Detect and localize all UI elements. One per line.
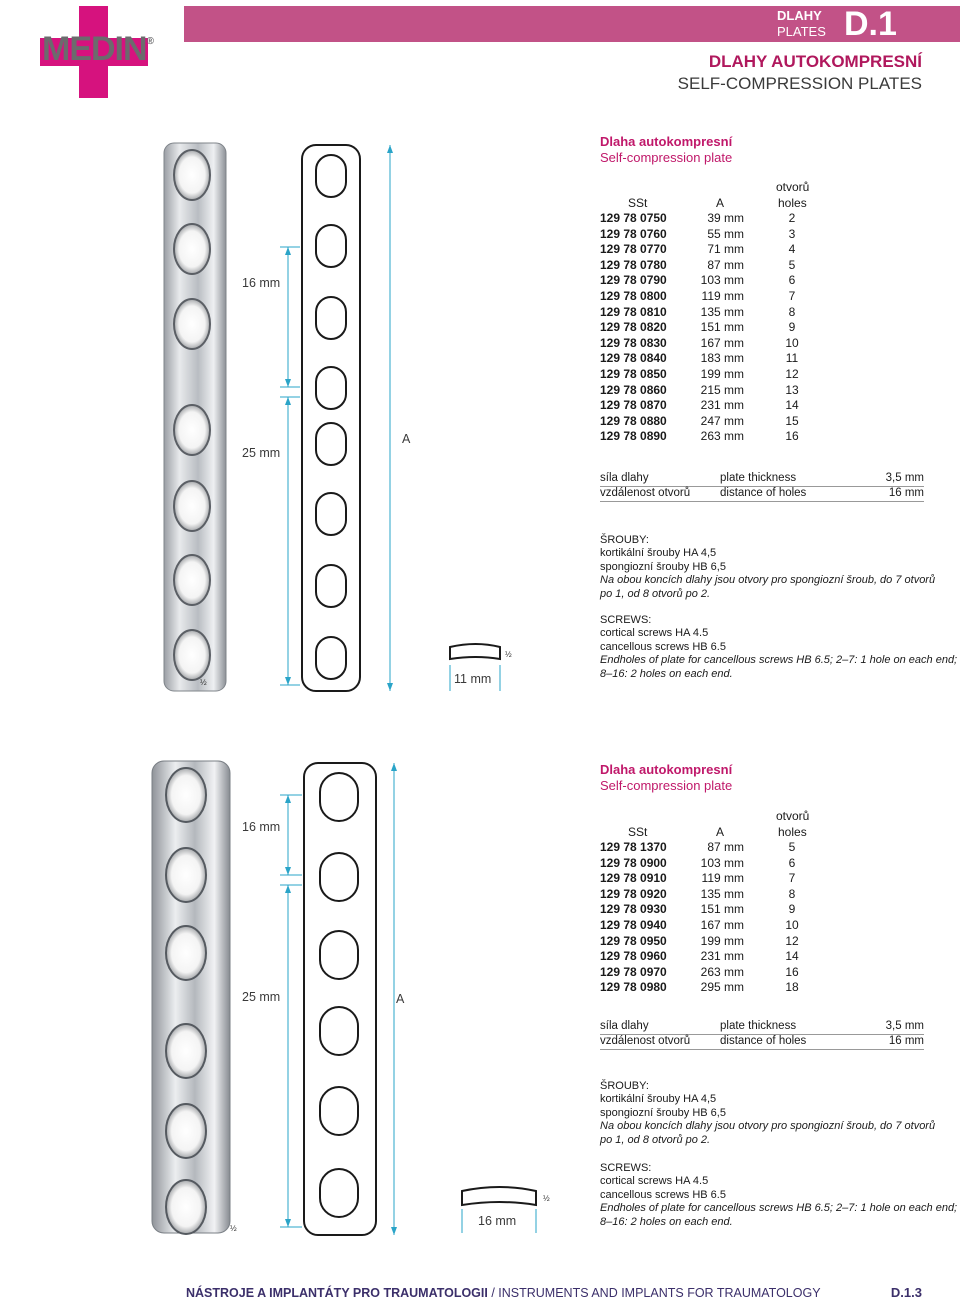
holes-count: 9 (788, 320, 796, 335)
catalog-number: 129 78 0960 (600, 949, 667, 964)
section1-title-cz: Dlaha autokompresní (600, 134, 733, 149)
section1-title-en: Self-compression plate (600, 150, 733, 165)
spec-row (600, 472, 924, 487)
scale-fraction-1b: ½ (200, 678, 207, 687)
length-value: 199 mm (700, 933, 744, 948)
section1-header-a: A (716, 196, 725, 210)
holes-count: 7 (788, 288, 796, 303)
holes-count: 8 (788, 304, 796, 319)
page-title-cz: DLAHY AUTOKOMPRESNÍ (708, 52, 922, 71)
category-en: PLATES (777, 24, 826, 39)
dim-width-1: 11 mm (454, 672, 492, 686)
holes-count: 9 (788, 902, 796, 917)
dim-end-distance-1: 25 mm (242, 446, 281, 460)
length-value: 87 mm (707, 840, 744, 854)
scale-fraction-1a: ½ (505, 650, 512, 659)
catalog-number: 129 78 0970 (600, 964, 667, 979)
catalog-number: 129 78 0850 (600, 366, 667, 381)
screws-heading: ŠROUBY: (600, 534, 649, 546)
spec-label-en: plate thickness (720, 472, 797, 484)
spec-value: 16 mm (888, 1035, 924, 1047)
spec-label-en: plate thickness (720, 1020, 797, 1032)
holes-count: 11 (785, 351, 799, 366)
dim-length-2: A (396, 992, 405, 1006)
screws-heading: SCREWS: (600, 614, 652, 626)
holes-count: 8 (788, 886, 796, 901)
length-value: 215 mm (700, 382, 744, 397)
section1-header-sst: SSt (628, 196, 648, 210)
holes-count: 14 (785, 949, 799, 964)
length-value: 199 mm (700, 366, 744, 381)
holes-count: 3 (788, 226, 796, 241)
section2-title-en: Self-compression plate (600, 778, 733, 793)
section1-screws-cz (600, 534, 935, 601)
length-value: 135 mm (700, 304, 744, 319)
length-value: 247 mm (700, 413, 744, 428)
holes-count: 4 (788, 242, 796, 257)
length-value: 295 mm (700, 980, 744, 995)
spec-value: 3,5 mm (885, 1020, 924, 1032)
holes-count: 16 (785, 429, 799, 444)
catalog-number: 129 78 0860 (600, 382, 667, 397)
screws-note: Na obou koncích dlahy jsou otvory pro spongiozní šroub, do 7 otvorů (600, 1120, 936, 1133)
section1-header-holes-en: holes (778, 196, 807, 210)
holes-count: 12 (785, 366, 799, 381)
holes-count: 13 (785, 382, 799, 397)
spec-row (600, 1035, 924, 1050)
catalog-number: 129 78 0900 (600, 855, 667, 870)
dim-hole-distance-2: 16 mm (242, 820, 281, 834)
length-value: 183 mm (700, 351, 744, 366)
catalog-number: 129 78 0920 (600, 886, 667, 901)
section1-spec (600, 472, 924, 502)
spec-label-en: distance of holes (720, 487, 807, 499)
catalog-number: 129 78 0750 (600, 211, 667, 225)
length-value: 263 mm (700, 964, 744, 979)
footer-separator: / (487, 1286, 499, 1300)
length-value: 231 mm (700, 398, 744, 413)
section2-screws-en (600, 1162, 957, 1229)
length-value: 231 mm (700, 949, 744, 964)
dim-hole-distance-1: 16 mm (242, 276, 281, 290)
holes-count: 2 (788, 211, 796, 225)
section2-header-a: A (716, 825, 725, 839)
spec-label-cz: vzdálenost otvorů (600, 487, 691, 499)
length-value: 103 mm (700, 855, 744, 870)
catalog-number: 129 78 0940 (600, 917, 667, 932)
catalog-number: 129 78 0770 (600, 242, 667, 257)
spec-label-cz: vzdálenost otvorů (600, 1035, 691, 1047)
catalog-number: 129 78 1370 (600, 840, 667, 854)
spec-value: 16 mm (888, 487, 924, 499)
screws-heading: SCREWS: (600, 1162, 652, 1174)
dim-end-distance-2: 25 mm (242, 990, 281, 1004)
length-value: 263 mm (700, 429, 744, 444)
section2-spec (600, 1020, 924, 1050)
header-banner (184, 6, 960, 42)
holes-count: 7 (788, 871, 796, 886)
catalog-number: 129 78 0950 (600, 933, 667, 948)
holes-count: 16 (785, 964, 799, 979)
footer-cz: NÁSTROJE A IMPLANTÁTY PRO TRAUMATOLOGII (186, 1286, 488, 1300)
length-value: 119 mm (701, 288, 744, 303)
holes-count: 5 (788, 840, 796, 854)
length-value: 167 mm (700, 335, 744, 350)
catalog-number: 129 78 0810 (600, 304, 667, 319)
length-value: 167 mm (700, 917, 744, 932)
screws-line: kortikální šrouby HA 4,5 (600, 547, 717, 560)
length-value: 87 mm (707, 257, 744, 272)
section2-header-holes-en: holes (778, 825, 807, 839)
holes-count: 10 (785, 335, 799, 350)
scale-fraction-2b: ½ (230, 1224, 237, 1233)
length-value: 103 mm (700, 273, 744, 288)
catalog-number: 129 78 0930 (600, 902, 667, 917)
spec-row (600, 1020, 924, 1035)
catalog-number: 129 78 0820 (600, 320, 667, 335)
length-value: 71 mm (707, 242, 744, 257)
spec-row (600, 487, 924, 502)
screws-line: cortical screws HA 4.5 (600, 1175, 709, 1188)
spec-label-en: distance of holes (720, 1035, 807, 1047)
page-title-en: SELF-COMPRESSION PLATES (677, 74, 922, 93)
screws-line: spongiozní šrouby HB 6,5 (600, 560, 726, 573)
catalog-number: 129 78 0880 (600, 413, 667, 428)
catalog-number: 129 78 0800 (600, 288, 667, 303)
section2-title-cz: Dlaha autokompresní (600, 762, 733, 777)
screws-note: Endholes of plate for cancellous screws HB 6.5; 2–7: 1 hole on each end; (600, 1202, 958, 1215)
screws-note: 8–16: 2 holes on each end. (600, 1215, 733, 1228)
page-number: D.1.3 (890, 1285, 922, 1300)
dim-width-2: 16 mm (478, 1214, 517, 1228)
holes-count: 15 (785, 413, 799, 428)
screws-line: cancellous screws HB 6.5 (600, 640, 726, 653)
screws-line: kortikální šrouby HA 4,5 (600, 1093, 717, 1106)
holes-count: 5 (788, 257, 796, 272)
spec-value: 3,5 mm (885, 472, 924, 484)
screws-note: po 1, od 8 otvorů po 2. (600, 1133, 711, 1146)
catalog-number: 129 78 0840 (600, 351, 667, 366)
category-cz: DLAHY (777, 8, 822, 23)
holes-count: 12 (785, 933, 799, 948)
catalog-number: 129 78 0910 (600, 871, 667, 886)
screws-note: Endholes of plate for cancellous screws HB 6.5; 2–7: 1 hole on each end; (600, 654, 958, 667)
screws-note: po 1, od 8 otvorů po 2. (600, 587, 711, 600)
spec-label-cz: síla dlahy (600, 472, 649, 484)
footer-en: INSTRUMENTS AND IMPLANTS FOR TRAUMATOLOGY (498, 1286, 821, 1300)
screws-line: cortical screws HA 4.5 (600, 627, 709, 640)
holes-count: 6 (788, 273, 796, 288)
length-value: 151 mm (700, 320, 744, 335)
holes-count: 6 (788, 855, 796, 870)
plate-illustration-1 (150, 135, 570, 695)
section2-screws-cz (600, 1080, 935, 1147)
section1-screws-en (600, 614, 957, 681)
length-value: 135 mm (700, 886, 744, 901)
dim-length-1: A (402, 432, 411, 446)
plate-illustration-2 (140, 755, 570, 1245)
catalog-number: 129 78 0790 (600, 273, 667, 288)
catalog-number: 129 78 0870 (600, 398, 667, 413)
length-value: 55 mm (707, 226, 744, 241)
length-value: 39 mm (707, 211, 744, 225)
holes-count: 18 (785, 980, 799, 995)
brand-logo: MEDIN® (42, 30, 153, 68)
section1-header-holes-cz: otvorů (776, 180, 810, 194)
length-value: 119 mm (701, 871, 744, 886)
length-value: 151 mm (700, 902, 744, 917)
holes-count: 10 (785, 917, 799, 932)
screws-line: spongiozní šrouby HB 6,5 (600, 1106, 726, 1119)
screws-heading: ŠROUBY: (600, 1080, 649, 1092)
scale-fraction-2a: ½ (543, 1194, 550, 1203)
catalog-number: 129 78 0830 (600, 335, 667, 350)
screws-note: Na obou koncích dlahy jsou otvory pro spongiozní šroub, do 7 otvorů (600, 574, 936, 587)
screws-note: 8–16: 2 holes on each end. (600, 667, 733, 680)
catalog-number: 129 78 0760 (600, 226, 667, 241)
section2-header-holes-cz: otvorů (776, 809, 810, 823)
section-code: D.1 (844, 5, 897, 43)
spec-label-cz: síla dlahy (600, 1020, 649, 1032)
footer (186, 1286, 821, 1300)
catalog-number: 129 78 0980 (600, 980, 667, 995)
catalog-number: 129 78 0780 (600, 257, 667, 272)
holes-count: 14 (785, 398, 799, 413)
screws-line: cancellous screws HB 6.5 (600, 1188, 726, 1201)
section2-header-sst: SSt (628, 825, 648, 839)
catalog-number: 129 78 0890 (600, 429, 667, 444)
